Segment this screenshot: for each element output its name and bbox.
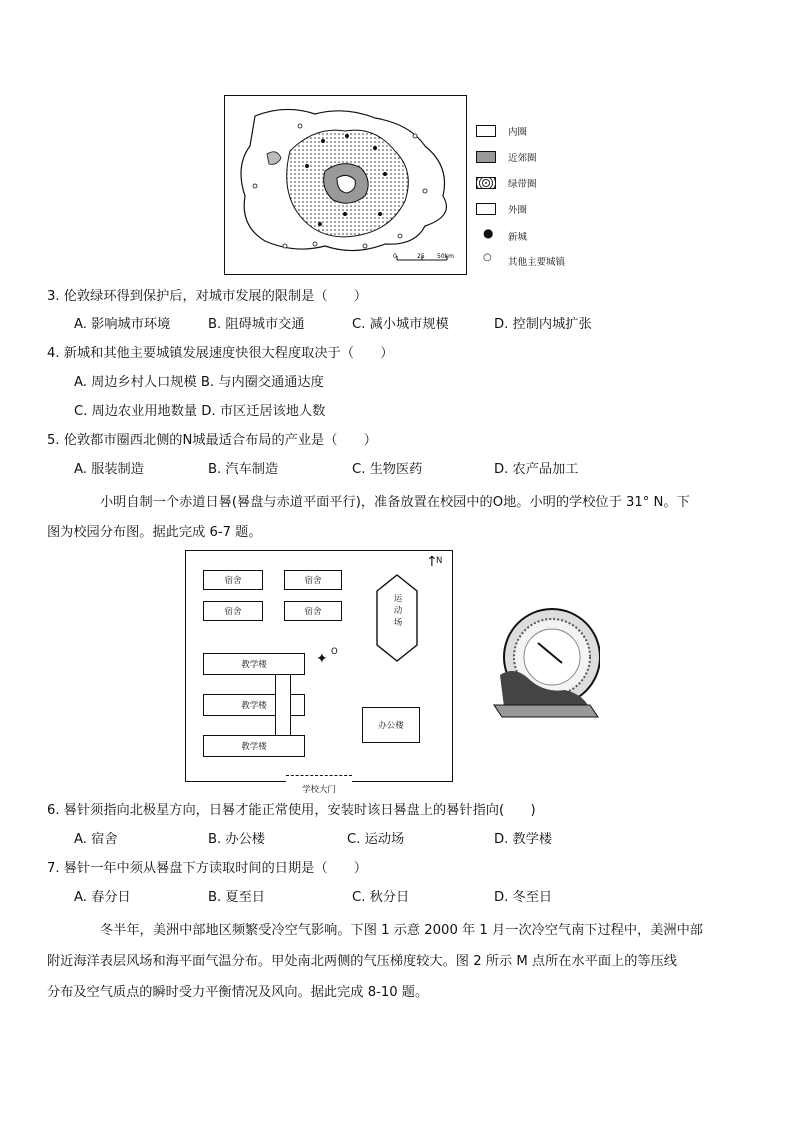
intro1-line2: 图为校园分布图。据此完成 6-7 题。 (47, 525, 262, 540)
legend-suburb: 近郊圈 (508, 153, 537, 164)
q3-option-c[interactable]: C. 减小城市规模 (352, 317, 449, 332)
legend-swatch-inner (476, 125, 496, 137)
point-o-label: O (331, 647, 338, 657)
q7-option-b[interactable]: B. 夏至日 (208, 890, 265, 905)
legend-swatch-suburb (476, 151, 496, 163)
scale-50: 50km (437, 253, 454, 260)
q7-stem: 7. 晷针一年中须从晷盘下方读取时间的日期是（ ） (47, 861, 368, 876)
q6-option-d[interactable]: D. 教学楼 (494, 832, 553, 847)
q6-stem: 6. 晷针须指向北极星方向，日晷才能正常使用，安装时该日晷盘上的晷针指向( ) (47, 803, 536, 818)
q7-option-d[interactable]: D. 冬至日 (494, 890, 553, 905)
q3-option-d[interactable]: D. 控制内城扩张 (494, 317, 592, 332)
gate-line (286, 775, 352, 782)
dorm-2: 宿舍 (284, 570, 342, 590)
intro2-line2: 附近海洋表层风场和海平面气温分布。甲处南北两侧的气压梯度较大。图 2 所示 M 点所在水平面上的等压线 (47, 954, 677, 969)
scale-25: 25 (417, 253, 425, 260)
legend-outer: 外圈 (508, 205, 528, 216)
london-map (224, 95, 467, 275)
intro2-line3: 分布及空气质点的瞬时受力平衡情况及风向。据此完成 8-10 题。 (47, 985, 429, 1000)
q6-option-c[interactable]: C. 运动场 (347, 832, 405, 847)
sun-marker-icon: ✦ (316, 651, 328, 667)
legend-circle-icon: ○ (483, 252, 492, 263)
office-building: 办公楼 (362, 707, 420, 743)
q5-stem: 5. 伦敦都市圈西北侧的N城最适合布局的产业是（ ） (47, 433, 377, 448)
q5-option-d[interactable]: D. 农产品加工 (494, 462, 579, 477)
legend-inner: 内圈 (508, 127, 528, 138)
legend-newtown: 新城 (508, 232, 528, 243)
north-label: N (436, 556, 443, 566)
q6-option-a[interactable]: A. 宿舍 (74, 832, 118, 847)
north-arrow-icon: ↑ (426, 554, 438, 570)
teaching-building-1: 教学楼 (203, 653, 305, 675)
sundial-image (490, 605, 600, 725)
q3-option-a[interactable]: A. 影响城市环境 (74, 317, 171, 332)
legend-swatch-greenbelt (476, 177, 496, 189)
q7-option-a[interactable]: A. 春分日 (74, 890, 131, 905)
campus-map (185, 550, 453, 782)
q6-option-b[interactable]: B. 办公楼 (208, 832, 265, 847)
q5-option-a[interactable]: A. 服装制造 (74, 462, 144, 477)
legend-greenbelt: 绿带圈 (508, 179, 537, 190)
q4-options-ab[interactable]: A. 周边乡村人口规模 B. 与内圈交通通达度 (74, 375, 324, 390)
q5-option-b[interactable]: B. 汽车制造 (208, 462, 279, 477)
gate-label: 学校大门 (302, 785, 337, 795)
legend-dot-icon: ● (483, 226, 494, 240)
connector-corridor (275, 675, 291, 735)
q4-stem: 4. 新城和其他主要城镇发展速度快很大程度取决于（ ） (47, 346, 394, 361)
dorm-3: 宿舍 (203, 601, 263, 621)
dorm-4: 宿舍 (284, 601, 342, 621)
legend-othertowns: 其他主要城镇 (508, 257, 566, 268)
london-map-drawing (225, 96, 465, 273)
sports-field-label: 运动场 (393, 594, 403, 628)
q3-option-b[interactable]: B. 阻碍城市交通 (208, 317, 305, 332)
teaching-building-2: 教学楼 (203, 694, 305, 716)
teaching-building-3: 教学楼 (203, 735, 305, 757)
q7-option-c[interactable]: C. 秋分日 (352, 890, 410, 905)
intro1-line1: 小明自制一个赤道日晷(晷盘与赤道平面平行)，准备放置在校园中的O地。小明的学校位于 31° N。下 (100, 495, 690, 510)
q4-options-cd[interactable]: C. 周边农业用地数量 D. 市区迁居该地人数 (74, 404, 326, 419)
intro2-line1: 冬半年，美洲中部地区频繁受冷空气影响。下图 1 示意 2000 年 1 月一次冷空气南下过程中，美洲中部 (100, 923, 703, 938)
q3-stem: 3. 伦敦绿环得到保护后，对城市发展的限制是（ ） (47, 289, 368, 304)
q5-option-c[interactable]: C. 生物医药 (352, 462, 423, 477)
legend-swatch-outer (476, 203, 496, 215)
scale-0: 0 (393, 253, 397, 260)
dorm-1: 宿舍 (203, 570, 263, 590)
